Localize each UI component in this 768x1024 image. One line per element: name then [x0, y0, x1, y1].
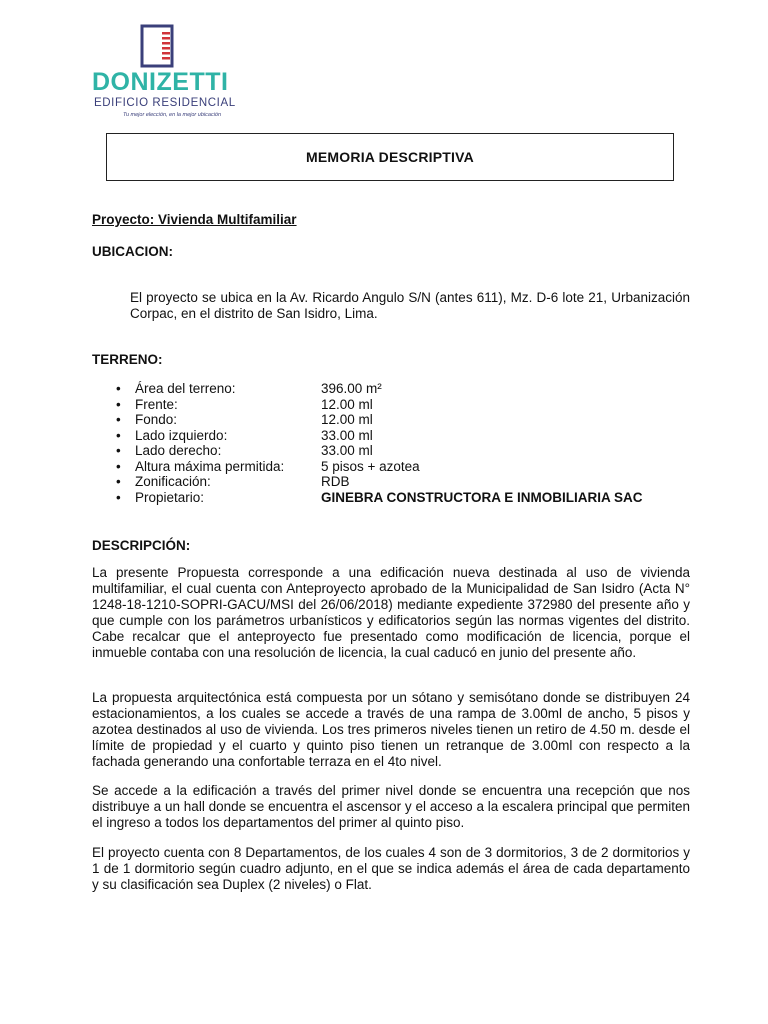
descripcion-paragraph-2: La propuesta arquitectónica está compuesta por un sótano y semisótano donde se distribuyen 24 estacionamientos, a los cuales se accede a través de una rampa de 3.00ml de ancho, 5 pisos y azotea destinados al uso de vivienda. Los tres primeros niveles tienen un retiro de 4.50 m. desde el límite de propiedad y el cuarto y quinto piso tienen un retranque de 3.00ml con respecto a la fachada generando una confortable terraza en el 4to nivel.	[92, 690, 690, 769]
building-icon	[140, 24, 180, 68]
logo-brand: DONIZETTI	[92, 68, 229, 96]
list-item: • Frente: 12.00 ml	[116, 396, 373, 412]
list-item: • Zonificación: RDB	[116, 474, 350, 489]
list-item: • Lado izquierdo: 33.00 ml	[116, 427, 373, 443]
terreno-list	[116, 381, 716, 505]
list-item: • Altura máxima permitida: 5 pisos + azotea	[116, 458, 420, 474]
descripcion-heading: DESCRIPCIÓN:	[92, 538, 191, 553]
logo	[92, 24, 252, 124]
list-item: • Propietario: GINEBRA CONSTRUCTORA E INMOBILIARIA SAC	[116, 489, 643, 505]
descripcion-paragraph-1: La presente Propuesta corresponde a una edificación nueva destinada al uso de vivienda multifamiliar, el cual cuenta con Anteproyecto aprobado de la Municipalidad de San Isidro (Acta N° 1248-18-1210-SOPRI-GACU/MSI del 26/06/2018) mediante expediente 372980 del presente año y que cumple con los parámetros urbanísticos y edificatorios según las normas vigentes del distrito. Cabe recalcar que el anteproyecto fue presentado como modificación de licencia, porque el inmueble contaba con una resolución de licencia, la cual caducó en junio del presente año.	[92, 565, 690, 660]
ubicacion-heading: UBICACION:	[92, 244, 173, 259]
logo-subtitle: EDIFICIO RESIDENCIAL	[94, 97, 236, 109]
list-item: • Lado derecho: 33.00 ml	[116, 443, 373, 458]
list-item: • Área del terreno: 396.00 m²	[116, 381, 382, 396]
list-item: • Fondo: 12.00 ml	[116, 412, 373, 427]
document-title: MEMORIA DESCRIPTIVA	[106, 133, 674, 181]
ubicacion-text: El proyecto se ubica en la Av. Ricardo Angulo S/N (antes 611), Mz. D-6 lote 21, Urbanización Corpac, en el distrito de San Isidro, Lima.	[130, 290, 690, 321]
terreno-heading: TERRENO:	[92, 352, 163, 367]
descripcion-paragraph-4: El proyecto cuenta con 8 Departamentos, de los cuales 4 son de 3 dormitorios, 3 de 2 dormitorios y 1 de 1 dormitorio según cuadro adjunto, en el que se indica además el área de cada departamento y su clasificación sea Duplex (2 niveles) o Flat.	[92, 845, 690, 892]
descripcion-paragraph-3: Se accede a la edificación a través del primer nivel donde se encuentra una recepción que nos distribuye a un hall donde se encuentra el ascensor y el acceso a la escalera principal que permiten el ingreso a todos los departamentos del primer al quinto piso.	[92, 783, 690, 830]
logo-tagline: Tu mejor elección, en la mejor ubicación	[123, 112, 222, 118]
project-name: Proyecto: Vivienda Multifamiliar	[92, 212, 297, 227]
